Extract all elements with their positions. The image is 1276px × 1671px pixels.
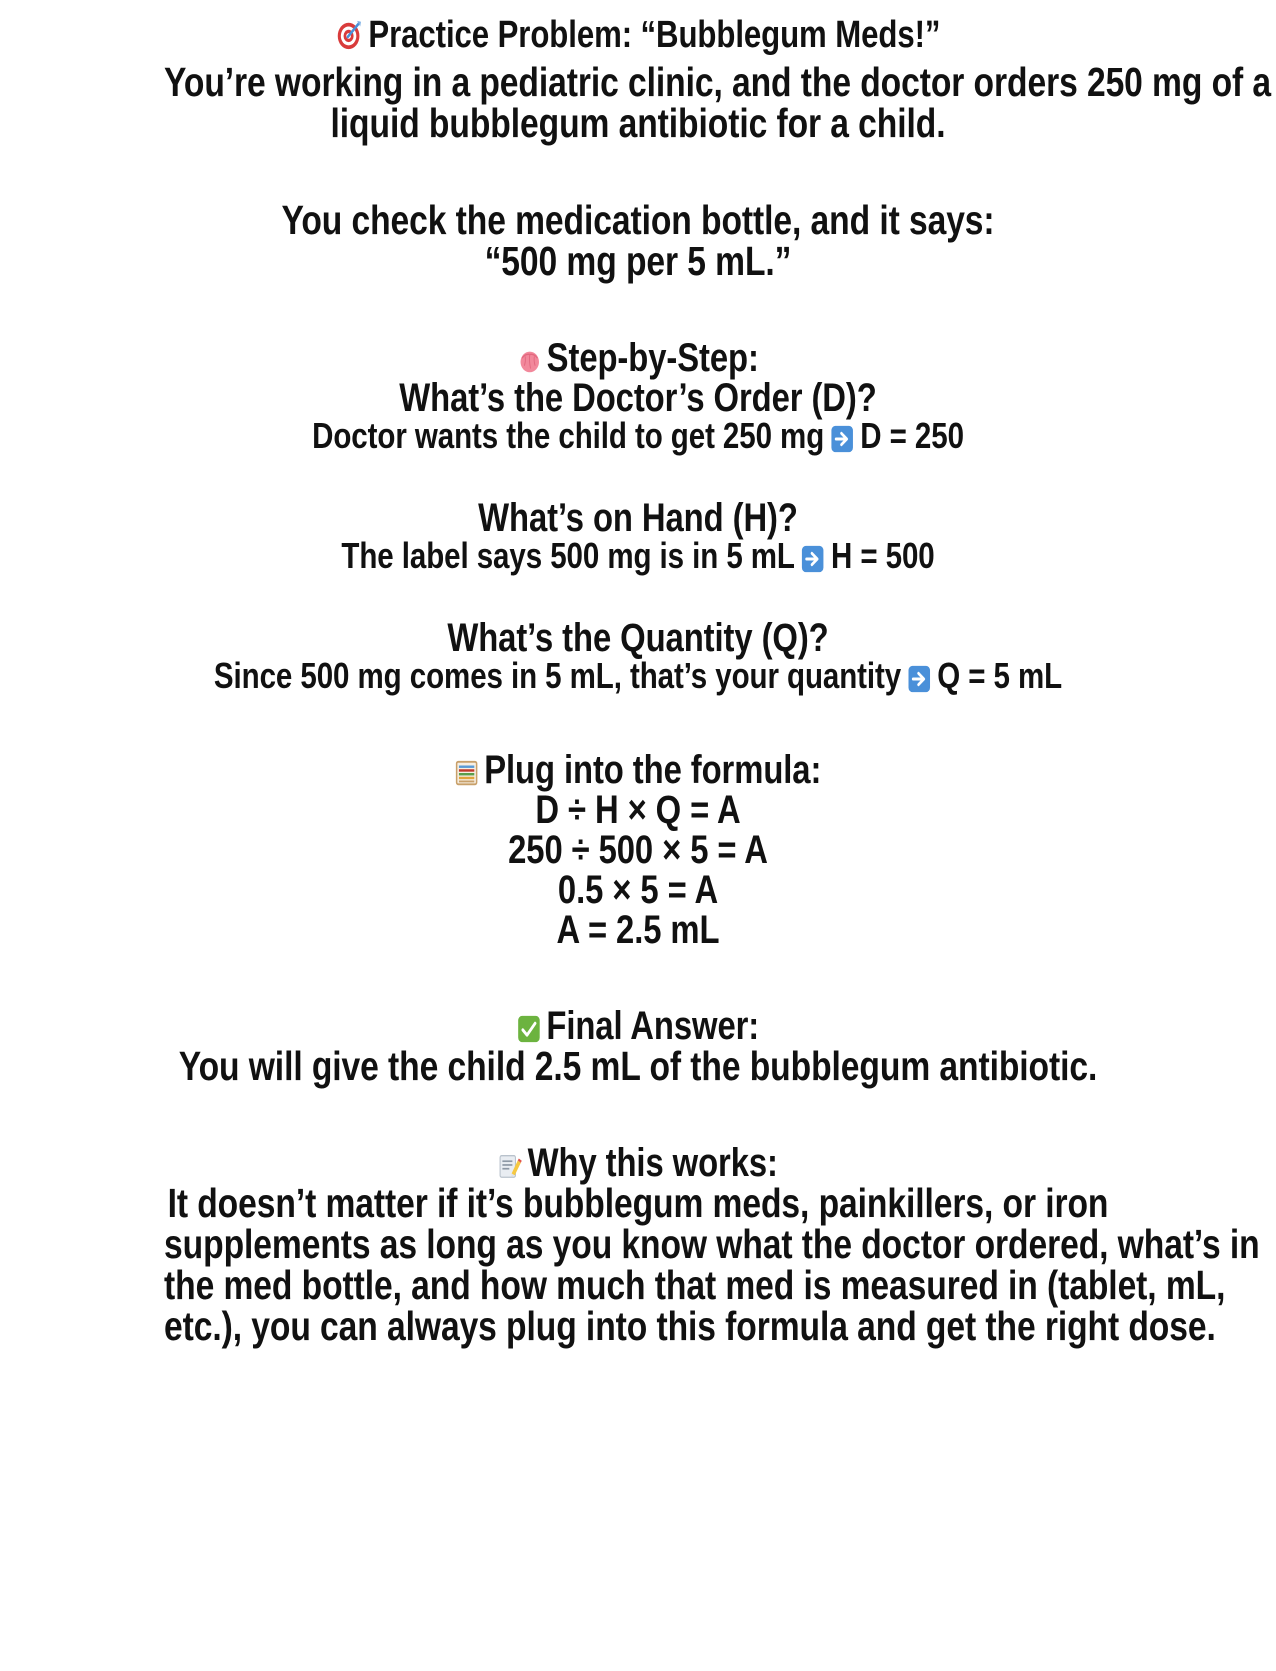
step-1-explanation-row [164, 415, 1112, 456]
brain-icon [517, 346, 542, 376]
step-3-explanation: Since 500 mg comes in 5 mL, that’s your quantity [213, 655, 902, 696]
bottle-line-2: “500 mg per 5 mL.” [484, 238, 792, 284]
steps-heading [164, 338, 1112, 378]
step-2-explanation-row [164, 535, 1112, 576]
steps-heading-text: Step-by-Step: [546, 336, 759, 380]
why-line-2: supplements as long as you know what the doctor ordered, what’s in [164, 1221, 1260, 1267]
why-heading [164, 1143, 1112, 1183]
intro-line-1: You’re working in a pediatric clinic, and the doctor orders 250 mg of a [164, 59, 1272, 105]
right-arrow-icon [830, 424, 855, 454]
right-arrow-icon [801, 544, 826, 574]
why-line-1: It doesn’t matter if it’s bubblegum meds, painkillers, or iron [167, 1180, 1109, 1226]
bottle-line-1: You check the medication bottle, and it says: [281, 197, 995, 243]
formula-heading-text: Plug into the formula: [484, 748, 822, 792]
step-1-explanation: Doctor wants the child to get 250 mg [312, 415, 825, 456]
abacus-icon [455, 758, 480, 788]
step-3-question: What’s the Quantity (Q)? [447, 616, 829, 660]
dart-target-icon [336, 18, 364, 52]
why-heading-text: Why this works: [527, 1141, 778, 1185]
memo-icon [498, 1151, 523, 1181]
right-arrow-icon [907, 664, 932, 694]
intro-line-2: liquid bubblegum antibiotic for a child. [330, 100, 946, 146]
step-2-result: H = 500 [830, 535, 935, 576]
final-answer-heading-text: Final Answer: [546, 1004, 760, 1048]
formula-line-2: 250 ÷ 500 × 5 = A [508, 828, 768, 872]
formula-line-3: 0.5 × 5 = A [557, 868, 719, 912]
step-2-question: What’s on Hand (H)? [478, 496, 798, 540]
formula-heading [164, 750, 1112, 790]
page-title-text: Practice Problem: “Bubblegum Meds!” [368, 14, 941, 56]
why-line-4: etc.), you can always plug into this formula and get the right dose. [164, 1303, 1216, 1349]
final-answer-text: You will give the child 2.5 mL of the bubblegum antibiotic. [178, 1043, 1098, 1089]
step-3-explanation-row [164, 655, 1112, 696]
step-3-result: Q = 5 mL [937, 655, 1063, 696]
final-answer-heading [164, 1006, 1112, 1046]
step-2-explanation: The label says 500 mg is in 5 mL [341, 535, 795, 576]
step-1-result: D = 250 [860, 415, 964, 456]
formula-line-1: D ÷ H × Q = A [535, 788, 741, 832]
formula-line-4: A = 2.5 mL [556, 908, 720, 952]
step-1-question: What’s the Doctor’s Order (D)? [399, 376, 877, 420]
why-line-3: the med bottle, and how much that med is measured in (tablet, mL, [164, 1262, 1226, 1308]
page-title [164, 16, 1112, 54]
green-check-icon [517, 1014, 542, 1044]
page-bottom-spacer [60, 1347, 1216, 1387]
